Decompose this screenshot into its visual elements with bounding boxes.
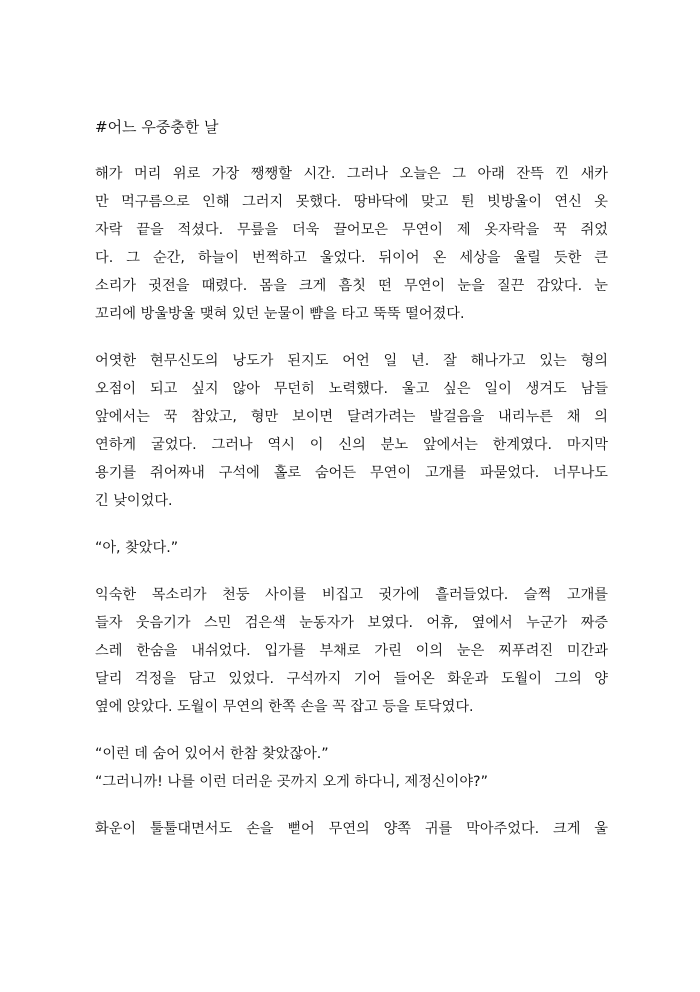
paragraph-line: 긴 낮이었다. [95,493,173,509]
document-title: #어느 우중충한 날 [95,118,219,136]
paragraph-line: 익숙한 목소리가 천둥 사이를 비집고 귓가에 흘러들었다. 슬쩍 고개를 [95,587,608,603]
paragraph-line: 다. 그 순간, 하늘이 번쩍하고 울었다. 뒤이어 온 세상을 울릴 듯한 큰 [95,250,608,266]
paragraph-line: 앞에서는 꾹 참았고, 형만 보이면 달려가려는 발걸음을 내리누른 채 의 [95,409,608,425]
paragraph-line: 스레 한숨을 내쉬었다. 입가를 부채로 가린 이의 눈은 찌푸려진 미간과 [95,643,608,659]
paragraph-3 [95,581,608,721]
paragraph-line: 연하게 굴었다. 그러나 역시 이 신의 분노 앞에서는 한계였다. 마지막 [95,437,608,453]
paragraph-line: 어엿한 현무신도의 낭도가 된지도 어언 일 년. 잘 해나가고 있는 형의 [95,353,608,369]
paragraph-2 [95,347,608,515]
paragraph-line: 만 먹구름으로 인해 그러지 못했다. 땅바닥에 맞고 튄 빗방울이 연신 옷 [95,194,608,210]
dialogue-1 [95,534,608,562]
paragraph-line: 용기를 쥐어짜내 구석에 홀로 숨어든 무연이 고개를 파묻었다. 너무나도 [95,465,608,481]
dialogue-line: “그러니까! 나를 이런 더러운 곳까지 오게 하다니, 제정신이야?” [95,774,488,790]
dialogue-2 [95,740,608,796]
paragraph-4 [95,815,608,843]
paragraph-line: 옆에 앉았다. 도월이 무연의 한쪽 손을 꼭 잡고 등을 토닥였다. [95,699,474,715]
dialogue-line: “아, 찾았다.” [95,540,179,556]
paragraph-1 [95,160,608,328]
paragraph-line: 꼬리에 방울방울 맺혀 있던 눈물이 뺨을 타고 뚝뚝 떨어졌다. [95,306,465,322]
document-page [95,113,608,862]
paragraph-line: 화운이 툴툴대면서도 손을 뻗어 무연의 양쪽 귀를 막아주었다. 크게 울 [95,821,608,837]
paragraph-line: 오점이 되고 싶지 않아 무던히 노력했다. 울고 싶은 일이 생겨도 남들 [95,381,608,397]
dialogue-line: “이런 데 숨어 있어서 한참 찾았잖아.” [95,746,329,762]
paragraph-line: 들자 웃음기가 스민 검은색 눈동자가 보였다. 어휴, 옆에서 누군가 짜증 [95,615,608,631]
paragraph-line: 해가 머리 위로 가장 쨍쨍할 시간. 그러나 오늘은 그 아래 잔뜩 낀 새카 [95,166,608,182]
paragraph-line: 달리 걱정을 담고 있었다. 구석까지 기어 들어온 화운과 도월이 그의 양 [95,671,608,687]
paragraph-line: 자락 끝을 적셨다. 무릎을 더욱 끌어모은 무연이 제 옷자락을 꾹 쥐었 [95,222,608,238]
paragraph-line: 소리가 귓전을 때렸다. 몸을 크게 흠칫 떤 무연이 눈을 질끈 감았다. 눈 [95,278,608,294]
